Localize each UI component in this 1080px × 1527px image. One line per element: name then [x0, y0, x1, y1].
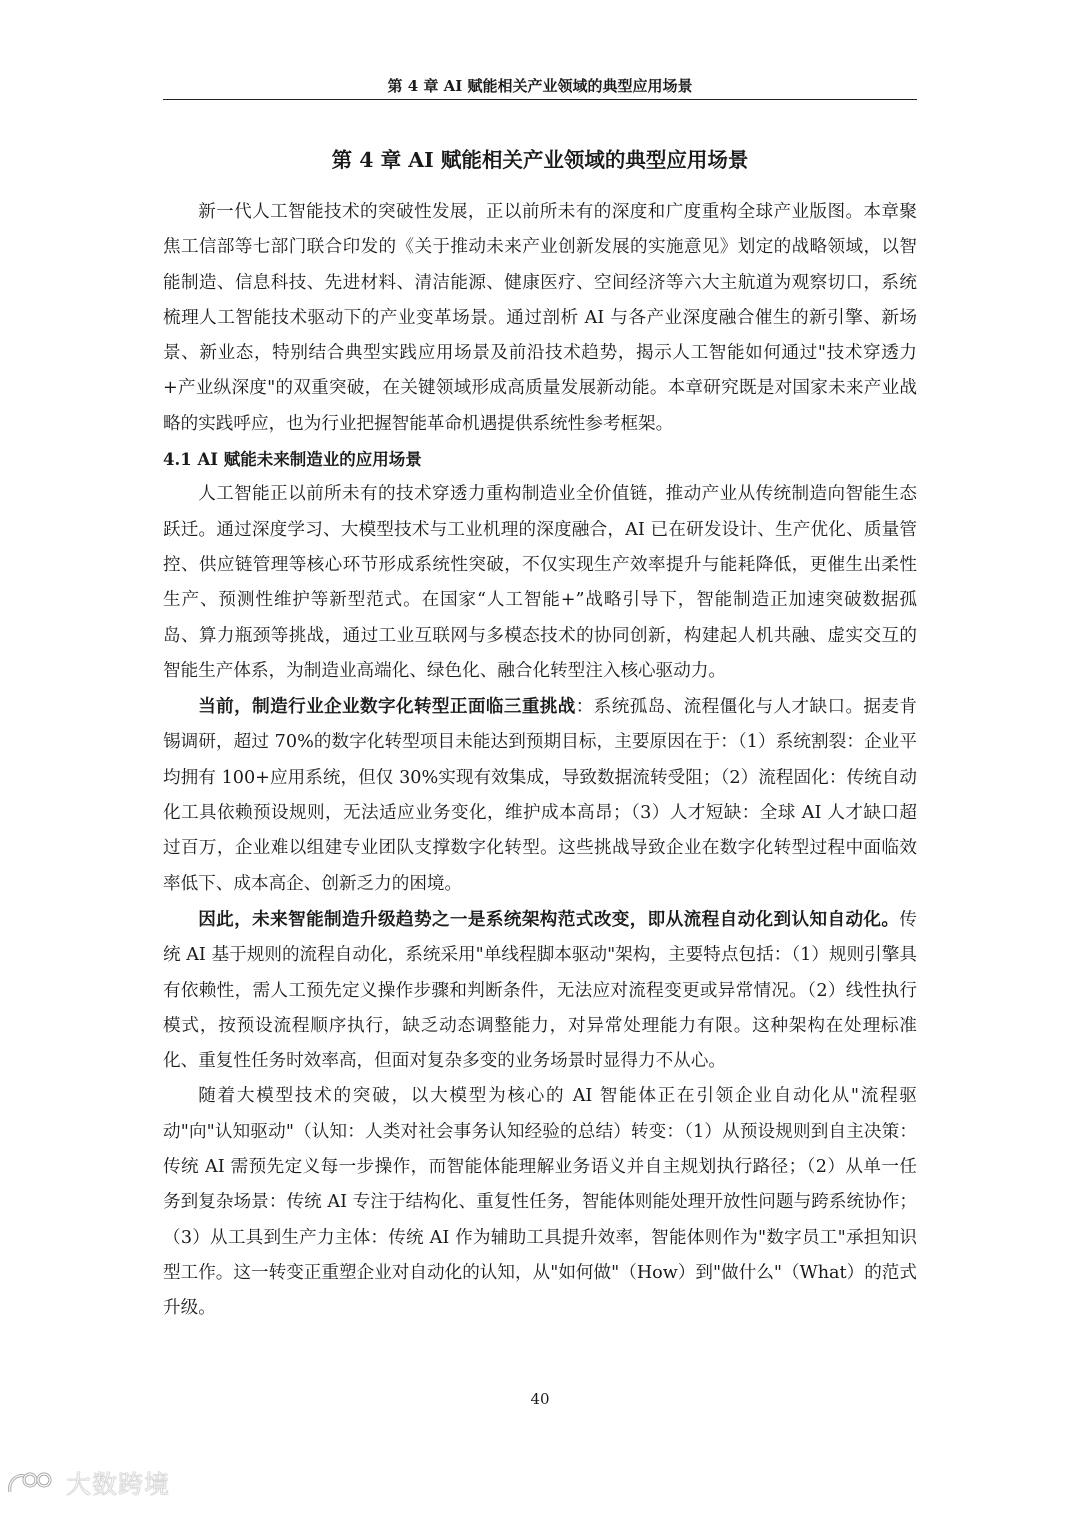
paragraph-2-emphasis: 当前，制造行业企业数字化转型正面临三重挑战: [198, 696, 576, 718]
brand-logo-icon: [6, 1468, 58, 1498]
page-number: 40: [530, 1390, 550, 1408]
paragraph-3-text: 传统 AI 基于规则的流程自动化，系统采用"单线程脚本驱动"架构，主要特点包括：（1）规则引擎具有依赖性，需人工预先定义操作步骤和判断条件，无法应对流程变更或异常情况。（2）线性执行模式，按预设流程顺序执行，缺乏动态调整能力，对异常处理能力有限。这种架构在处理标准化、重复性任务时效率高，但面对复杂多变的业务场景时显得力不从心。: [163, 909, 917, 1072]
intro-paragraph: 新一代人工智能技术的突破性发展，正以前所未有的深度和广度重构全球产业版图。本章聚焦工信部等七部门联合印发的《关于推动未来产业创新发展的实施意见》划定的战略领域，以智能制造、信息科技、先进材料、清洁能源、健康医疗、空间经济等六大主航道为观察切口，系统梳理人工智能技术驱动下的产业变革场景。通过剖析 AI 与各产业深度融合催生的新引擎、新场景、新业态，特别结合典型实践应用场景及前沿技术趋势，揭示人工智能如何通过"技术穿透力+产业纵深度"的双重突破，在关键领域形成高质量发展新动能。本章研究既是对国家未来产业战略的实践呼应，也为行业把握智能革命机遇提供系统性参考框架。: [163, 202, 917, 434]
paragraph-3-emphasis: 因此，未来智能制造升级趋势之一是系统架构范式改变，即从流程自动化到认知自动化。: [198, 908, 900, 930]
watermark: [6, 1463, 170, 1503]
watermark-text: 大数跨境: [66, 1470, 171, 1499]
header-divider: [163, 99, 917, 100]
section-heading: 4.1 AI 赋能未来制造业的应用场景: [163, 450, 422, 470]
running-header: 第 4 章 AI 赋能相关产业领域的典型应用场景: [387, 77, 693, 95]
section-paragraph-2: [163, 689, 917, 902]
chapter-title: 第 4 章 AI 赋能相关产业领域的典型应用场景: [331, 148, 749, 172]
document-body: [163, 195, 917, 1327]
section-paragraph-1: 人工智能正以前所未有的技术穿透力重构制造业全价值链，推动产业从传统制造向智能生态跃迁。通过深度学习、大模型技术与工业机理的深度融合，AI 已在研发设计、生产优化、质量管控、供应链管理等核心环节形成系统性突破，不仅实现生产效率提升与能耗降低，更催生出柔性生产、预测性维护等新型范式。在国家“人工智能+”战略引导下，智能制造正加速突破数据孤岛、算力瓶颈等挑战，通过工业互联网与多模态技术的协同创新，构建起人机共融、虚实交互的智能生产体系，为制造业高端化、绿色化、融合化转型注入核心驱动力。: [163, 484, 917, 681]
section-paragraph-4: 随着大模型技术的突破，以大模型为核心的 AI 智能体正在引领企业自动化从"流程驱动"向"认知驱动"（认知：人类对社会事务认知经验的总结）转变：（1）从预设规则到自主决策：传统 AI 需预先定义每一步操作，而智能体能理解业务语义并自主规划执行路径；（2）从单一任务到复杂场景：传统 AI 专注于结构化、重复性任务，智能体则能处理开放性问题与跨系统协作；（3）从工具到生产力主体：传统 AI 作为辅助工具提升效率，智能体则作为"数字员工"承担知识型工作。这一转变正重塑企业对自动化的认知，从"如何做"（How）到"做什么"（What）的范式升级。: [163, 1086, 917, 1319]
section-paragraph-3: [163, 902, 917, 1079]
paragraph-2-text: ：系统孤岛、流程僵化与人才缺口。据麦肯锡调研，超过 70%的数字化转型项目未能达到预期目标，主要原因在于：（1）系统割裂：企业平均拥有 100+应用系统，但仅 30%实现有效集成，导致数据流转受阻；（2）流程固化：传统自动化工具依赖预设规则，无法适应业务变化，维护成本高昂；（3）人才短缺：全球 AI 人才缺口超过百万，企业难以组建专业团队支撑数字化转型。这些挑战导致企业在数字化转型过程中面临效率低下、成本高企、创新乏力的困境。: [163, 697, 917, 894]
